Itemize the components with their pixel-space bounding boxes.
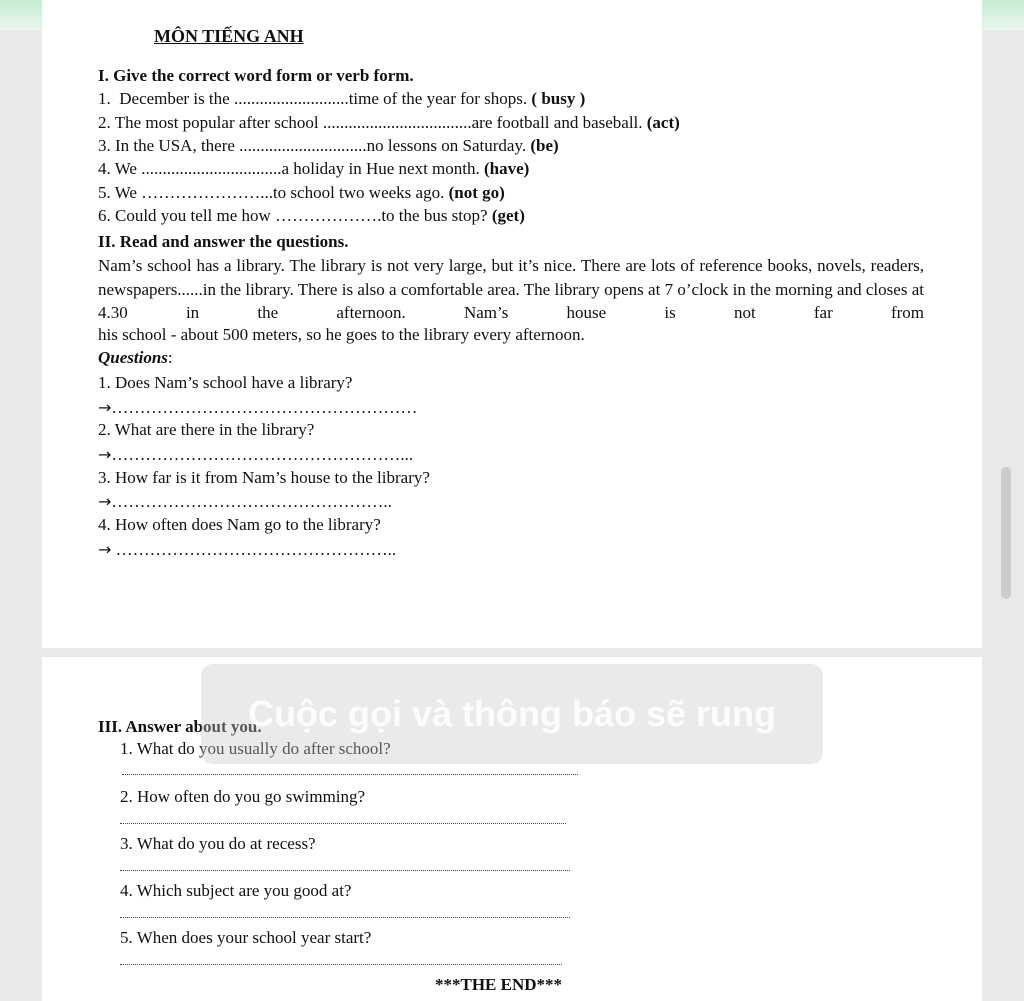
reading-question: 3. How far is it from Nam’s house to the library?: [98, 468, 430, 487]
reading-question: 1. Does Nam’s school have a library?: [98, 373, 353, 392]
exercise-item: 5. We …………………...to school two weeks ago. (not go): [98, 183, 505, 202]
arrow-right-icon: →: [98, 540, 112, 559]
arrow-right-icon: →: [98, 398, 112, 417]
section1-heading: I. Give the correct word form or verb form.: [98, 66, 414, 85]
section3-heading: III. Answer about you.: [98, 717, 262, 736]
answer-blank-line[interactable]: [120, 870, 570, 871]
document-title: MÔN TIẾNG ANH: [154, 26, 304, 46]
reading-passage-last-line: his school - about 500 meters, so he goes to the library every afternoon.: [98, 325, 585, 344]
exercise-item: 3. In the USA, there ..............................no lessons on Saturday. (be): [98, 136, 559, 155]
answer-line[interactable]: → …………………………………………..: [98, 540, 397, 559]
answer-line[interactable]: →…………………………………………..: [98, 492, 392, 511]
exercise-item: 6. Could you tell me how ……………….to the bus stop? (get): [98, 206, 525, 225]
reading-passage: Nam’s school has a library. The library is not very large, but it’s nice. There are lots of reference books, novels, readers, newspapers......in the library. There is also a comfortable area. The library opens at 7 o’clock in the morning and closes at 4.30 in the afternoon. Nam’s house is not far from: [98, 256, 924, 322]
answer-blank-line[interactable]: [120, 823, 566, 824]
section2-heading: II. Read and answer the questions.: [98, 232, 349, 251]
personal-question: 4. Which subject are you good at?: [120, 881, 352, 900]
personal-question: 5. When does your school year start?: [120, 928, 372, 947]
answer-blank-line[interactable]: [120, 964, 562, 965]
arrow-right-icon: →: [98, 492, 112, 511]
end-text: ***THE END***: [435, 975, 563, 994]
reading-question: 4. How often does Nam go to the library?: [98, 515, 381, 534]
document-page-1: [42, 0, 982, 648]
personal-question: 3. What do you do at recess?: [120, 834, 316, 853]
answer-blank-line[interactable]: [122, 774, 578, 775]
arrow-right-icon: →: [98, 445, 112, 464]
exercise-item: 1. December is the ...........................time of the year for shops. ( busy ): [98, 89, 586, 108]
answer-line[interactable]: →……………………………………………...: [98, 445, 414, 464]
answer-line[interactable]: →………………………………………………: [98, 398, 418, 417]
personal-question: 1. What do you usually do after school?: [120, 739, 391, 758]
notification-toast: Cuộc gọi và thông báo sẽ rung: [201, 664, 823, 764]
answer-blank-line[interactable]: [120, 917, 570, 918]
scrollbar-thumb[interactable]: [1001, 467, 1011, 599]
reading-question: 2. What are there in the library?: [98, 420, 315, 439]
exercise-item: 2. The most popular after school ...................................are football and baseball. (act): [98, 113, 680, 132]
questions-label: Questions:: [98, 348, 173, 367]
personal-question: 2. How often do you go swimming?: [120, 787, 366, 806]
exercise-item: 4. We .................................a holiday in Hue next month. (have): [98, 159, 530, 178]
